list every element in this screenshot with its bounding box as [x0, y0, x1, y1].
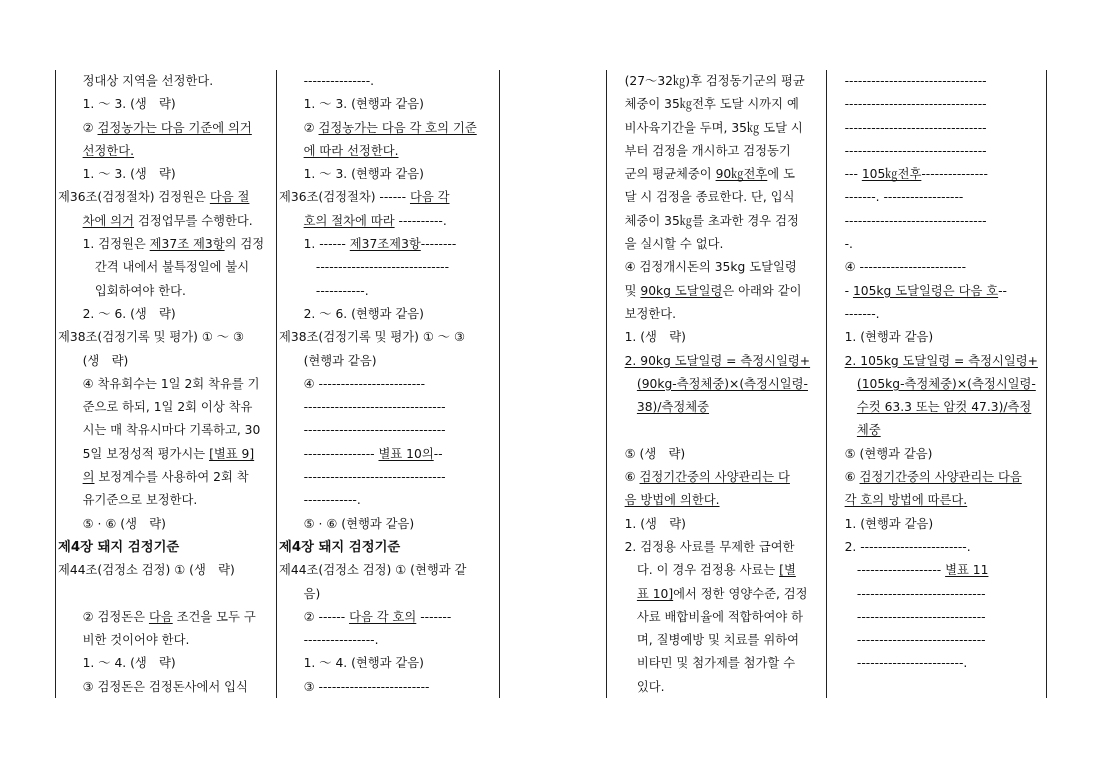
line-text: 2. ～ 6. (현행과 같음): [279, 306, 424, 321]
underlined-text: (105kg-측정체중)×(측정시일령-: [856, 376, 1036, 391]
text-line: [58, 466, 274, 489]
text-line: [820, 303, 1048, 326]
underlined-text: 38)/측정체중: [636, 400, 710, 415]
line-text: 비타민 및 첨가제를 첨가할 수: [600, 656, 796, 671]
line-text: [58, 214, 83, 228]
text-line: [600, 652, 824, 675]
text-line: [279, 583, 497, 606]
underlined-text: 별표 11: [945, 563, 989, 578]
line-text: (27～32㎏)후 검정동기군의 평균: [600, 74, 805, 88]
text-line: [600, 256, 824, 279]
line-text: 사료 배합비율에 적합하여야 하: [600, 609, 804, 624]
line-text: -----------.: [279, 283, 369, 298]
underlined-text: 선정한다.: [82, 143, 135, 158]
text-line: [279, 117, 497, 140]
line-text: --------------------------------: [279, 423, 446, 438]
line-text: 제36조(검정절차) 검정원은: [58, 190, 210, 205]
text-line: [58, 676, 274, 699]
text-line: [279, 210, 497, 233]
line-text: [58, 144, 83, 158]
line-text: ②: [58, 120, 98, 135]
underlined-text: [별: [779, 563, 796, 578]
line-text: --------------------------------: [820, 213, 987, 228]
text-line: [600, 443, 824, 466]
line-text: [820, 493, 845, 507]
line-text: 2. ------------------------.: [820, 539, 971, 554]
line-text: 제38조(검정기록 및 평가) ① ～ ③: [58, 330, 245, 345]
line-text: 2. ～ 6. (생 략): [58, 306, 176, 321]
text-line: [600, 350, 824, 373]
text-line: [279, 396, 497, 419]
line-text: -------.: [820, 306, 880, 321]
line-text: --: [998, 283, 1007, 298]
underlined-text: 105kg 도달일령은 다음 호: [852, 283, 999, 298]
column-revised-rule-left: [279, 70, 497, 699]
text-line: [820, 186, 1048, 209]
text-line: [58, 489, 274, 512]
underlined-text: 검정기간중의 사양관리는 다음: [859, 470, 1022, 485]
line-text: 에 도: [767, 167, 795, 182]
text-line: [279, 93, 497, 116]
line-text: 체중이 35㎏를 초과한 경우 검정: [600, 213, 799, 228]
text-line: [600, 396, 824, 419]
line-text: ⑥: [820, 470, 860, 485]
text-line: [58, 629, 274, 652]
text-line: [600, 559, 824, 582]
line-text: 은 아래와 같이: [722, 283, 802, 298]
line-text: 및: [600, 283, 641, 298]
text-line: [279, 419, 497, 442]
line-text: ② 검정돈은: [58, 609, 149, 624]
underlined-text: 차에 의거: [82, 213, 135, 228]
line-text: --------------------------------: [820, 74, 987, 88]
text-line: [820, 373, 1048, 396]
text-line: [58, 350, 274, 373]
text-line: [600, 606, 824, 629]
line-text: -------------------: [820, 563, 946, 578]
line-text: --: [433, 446, 443, 461]
underlined-text: 2. 105kg 도달일령 = 측정시일령+: [844, 353, 1038, 368]
text-line: [820, 606, 1048, 629]
underlined-text: 각 호의 방법에 따른다.: [844, 493, 968, 508]
text-line: [600, 186, 824, 209]
text-line: [820, 280, 1048, 303]
text-line: [600, 70, 824, 93]
underlined-text: 검정농가는 다음 각 호의 기준: [318, 120, 477, 135]
text-line: [58, 233, 274, 256]
text-line: [600, 280, 824, 303]
line-text: [820, 377, 857, 391]
line-text: ⑤ · ⑥ (생 략): [58, 516, 166, 531]
line-text: [279, 144, 304, 158]
text-line: [279, 70, 497, 93]
line-text: 5일 보정성적 평가시는: [58, 446, 210, 461]
underlined-text: 수컷 63.3 또는 암컷 47.3)/측정: [856, 400, 1032, 415]
text-line: [820, 210, 1048, 233]
line-text: -: [820, 283, 853, 298]
text-line: [820, 140, 1048, 163]
text-line: [58, 373, 274, 396]
text-line: [600, 326, 824, 349]
text-line: [600, 583, 824, 606]
divider-left-middle: [276, 70, 277, 698]
line-text: 1. (현행과 같음): [820, 516, 934, 531]
line-text: 제44조(검정소 검정) ① (생 략): [58, 563, 235, 578]
line-text: 1. (생 략): [600, 330, 686, 345]
text-line: [279, 489, 497, 512]
line-text: [600, 400, 637, 414]
text-line: [58, 117, 274, 140]
text-line: [820, 326, 1048, 349]
text-line: [600, 210, 824, 233]
underlined-text: 검정농가는 다음 기준에 의거: [97, 120, 252, 135]
line-text: --------------------------------: [279, 400, 446, 415]
line-text: 음): [279, 586, 321, 601]
line-text: --------------------------------: [820, 143, 987, 158]
text-line: [279, 513, 497, 536]
line-text: ⑤ · ⑥ (현행과 같음): [279, 516, 415, 531]
underlined-text: 다음: [148, 609, 173, 624]
line-text: 을 실시할 수 없다.: [600, 237, 724, 252]
line-text: ---------------.: [279, 74, 375, 88]
line-text: 정대상 지역을 선정한다.: [58, 74, 214, 88]
line-text: (현행과 같음): [279, 353, 377, 368]
line-text: ④ 검정개시돈의 35kg 도달일령: [600, 260, 797, 275]
line-text: -------. ------------------: [820, 190, 964, 205]
line-text: [600, 587, 637, 601]
text-line: [279, 606, 497, 629]
line-text: 비사육기간을 두며, 35㎏ 도달 시: [600, 120, 803, 135]
text-line: [279, 652, 497, 675]
line-text: ⑤ (현행과 같음): [820, 446, 933, 461]
line-text: [600, 377, 637, 391]
text-line: [820, 396, 1048, 419]
text-line: [600, 303, 824, 326]
underlined-text: 90kg 도달일령: [640, 283, 723, 298]
line-text: [600, 493, 625, 507]
text-line: [58, 513, 274, 536]
text-line: [279, 676, 497, 699]
text-line: [279, 373, 497, 396]
text-line: [820, 350, 1048, 373]
underlined-text: 다음 각 호의: [349, 609, 417, 624]
underlined-text: 에 따라 선정한다.: [303, 143, 399, 158]
line-text: 보정한다.: [600, 306, 677, 321]
text-line: [58, 606, 274, 629]
line-text: 입회하여야 한다.: [58, 283, 186, 298]
text-line: [279, 350, 497, 373]
divider-right-inner: [1046, 70, 1047, 698]
underlined-text: 음 방법에 의한다.: [624, 493, 720, 508]
line-text: ----------------: [279, 446, 379, 461]
text-line: [820, 163, 1048, 186]
line-text: 1. (현행과 같음): [820, 330, 934, 345]
line-text: -----------------------------: [820, 633, 986, 648]
line-text: 간격 내에서 불특정일에 불시: [58, 260, 250, 275]
text-line: [279, 559, 497, 582]
text-line: [58, 186, 274, 209]
text-line: [279, 140, 497, 163]
text-line: [600, 489, 824, 512]
text-line: [58, 652, 274, 675]
line-text: [820, 423, 857, 437]
line-text: ----------.: [394, 213, 447, 228]
line-text: -.: [820, 237, 853, 252]
underlined-text: [별표 9]: [209, 446, 255, 461]
text-line: [279, 233, 497, 256]
line-text: 유기준으로 보정한다.: [58, 493, 198, 508]
text-line: [820, 536, 1048, 559]
line-text: 달 시 검정을 종료한다. 단, 입식: [600, 190, 795, 205]
text-line: [820, 466, 1048, 489]
text-line: [279, 629, 497, 652]
text-line: [58, 443, 274, 466]
text-line: [600, 536, 824, 559]
column-current-rule-left: [58, 70, 274, 699]
line-text: ------------.: [279, 493, 361, 508]
text-line: [58, 559, 274, 582]
line-text: 비한 것이어야 한다.: [58, 633, 190, 648]
text-line: [58, 140, 274, 163]
text-line: [58, 419, 274, 442]
text-line: [820, 513, 1048, 536]
line-text: ②: [279, 120, 319, 135]
underlined-text: 호의 절차에 따라: [303, 213, 395, 228]
line-text: 보정계수를 사용하여 2회 착: [94, 470, 249, 485]
underlined-text: 제37조 제3항: [149, 237, 225, 252]
line-text: (생 략): [58, 353, 129, 368]
underlined-text: 검정기간중의 사양관리는 다: [639, 470, 790, 485]
underlined-text: 제37조제3항: [349, 237, 421, 252]
line-text: 준으로 하되, 1일 2회 이상 착유: [58, 400, 253, 415]
chapter-heading: [58, 536, 274, 559]
line-text: ② ------: [279, 609, 350, 624]
line-text: 다. 이 경우 검정용 사료는: [600, 563, 780, 578]
text-line: [600, 676, 824, 699]
text-line: [600, 140, 824, 163]
underlined-text: 별표 10의: [378, 446, 434, 461]
line-text: ④ 착유회수는 1일 2회 착유를 기: [58, 376, 260, 391]
underlined-text: 105㎏전후: [861, 167, 922, 182]
line-text: -----------------------------: [820, 609, 986, 624]
line-text: [58, 470, 83, 484]
underlined-text: 다음 절: [209, 190, 250, 205]
line-text: 2. 검정용 사료를 무제한 급여한: [600, 539, 795, 554]
text-line: [279, 303, 497, 326]
underlined-text: 체중: [856, 423, 881, 438]
line-text: 1. ～ 4. (생 략): [58, 656, 176, 671]
line-text: 제4장 돼지 검정기준: [279, 539, 401, 555]
line-text: 검정업무를 수행한다.: [134, 213, 253, 228]
line-text: 제44조(검정소 검정) ① (현행과 같: [279, 563, 467, 578]
line-text: ③ 검정돈은 검정돈사에서 입식: [58, 679, 248, 694]
text-line: [58, 303, 274, 326]
text-line: [58, 583, 274, 606]
line-text: 1. 검정원은: [58, 237, 150, 252]
text-line: [600, 233, 824, 256]
line-text: 조건을 모두 구: [172, 609, 256, 624]
text-line: [820, 256, 1048, 279]
text-line: [58, 163, 274, 186]
line-text: 1. ～ 3. (현행과 같음): [279, 97, 424, 112]
line-text: 1. ------: [279, 237, 350, 252]
text-line: [600, 466, 824, 489]
line-text: [279, 214, 304, 228]
column-current-rule-right: [600, 70, 824, 699]
line-text: 의 검정: [224, 237, 265, 252]
line-text: 군의 평균체중이: [600, 167, 716, 182]
text-line: [58, 70, 274, 93]
underlined-text: 표 10]: [636, 586, 674, 601]
line-text: --------: [420, 237, 457, 252]
text-line: [600, 629, 824, 652]
text-line: [600, 373, 824, 396]
text-line: [58, 396, 274, 419]
text-line: [600, 163, 824, 186]
line-text: ④ ------------------------: [820, 260, 967, 275]
line-text: 체중이 35㎏전후 도달 시까지 예: [600, 97, 799, 112]
text-line: [279, 326, 497, 349]
line-text: [820, 354, 845, 368]
text-line: [58, 256, 274, 279]
line-text: ------------------------------: [279, 260, 450, 275]
line-text: [820, 400, 857, 414]
line-text: ④ ------------------------: [279, 376, 426, 391]
underlined-text: 2. 90kg 도달일령 = 측정시일령+: [624, 353, 811, 368]
text-line: [820, 233, 1048, 256]
line-text: ⑤ (생 략): [600, 446, 686, 461]
line-text: 있다.: [600, 679, 665, 694]
text-line: [58, 326, 274, 349]
line-text: --------------------------------: [279, 470, 446, 485]
line-text: -------: [416, 609, 452, 624]
line-text: [600, 354, 625, 368]
text-line: [820, 559, 1048, 582]
line-text: 시는 매 착유시마다 기록하고, 30: [58, 423, 261, 438]
line-text: 제36조(검정절차) ------: [279, 190, 410, 205]
line-text: 제38조(검정기록 및 평가) ① ～ ③: [279, 330, 466, 345]
line-text: ---: [820, 167, 862, 182]
text-line: [58, 280, 274, 303]
text-line: [820, 489, 1048, 512]
line-text: 1. ～ 3. (현행과 같음): [279, 167, 424, 182]
text-line: [600, 93, 824, 116]
text-line: [820, 652, 1048, 675]
text-line: [820, 583, 1048, 606]
line-text: ----------------.: [279, 633, 379, 648]
line-text: 1. ～ 4. (현행과 같음): [279, 656, 424, 671]
divider-left-inner: [499, 70, 500, 698]
line-text: ---------------: [921, 167, 988, 182]
text-line: [820, 443, 1048, 466]
line-text: --------------------------------: [820, 120, 987, 135]
text-line: [58, 210, 274, 233]
line-text: 1. ～ 3. (생 략): [58, 167, 176, 182]
text-line: [820, 93, 1048, 116]
line-text: 1. (생 략): [600, 516, 686, 531]
line-text: 1. ～ 3. (생 략): [58, 97, 176, 112]
underlined-text: 다음 각: [409, 190, 450, 205]
underlined-text: (90kg-측정체중)×(측정시일령-: [636, 376, 808, 391]
line-text: ------------------------.: [820, 656, 968, 671]
column-revised-rule-right: [820, 70, 1048, 676]
underlined-text: 90㎏전후: [715, 167, 768, 182]
text-line: [279, 466, 497, 489]
text-line: [600, 419, 824, 442]
text-line: [279, 186, 497, 209]
line-text: 며, 질병예방 및 치료를 위하여: [600, 633, 799, 648]
text-line: [600, 513, 824, 536]
text-line: [279, 280, 497, 303]
line-text: 제4장 돼지 검정기준: [58, 539, 180, 555]
text-line: [58, 93, 274, 116]
text-line: [279, 443, 497, 466]
line-text: 부터 검정을 개시하고 검정동기: [600, 143, 791, 158]
line-text: -----------------------------: [820, 586, 986, 601]
line-text: --------------------------------: [820, 97, 987, 112]
text-line: [279, 256, 497, 279]
text-line: [600, 117, 824, 140]
text-line: [820, 629, 1048, 652]
chapter-heading: [279, 536, 497, 559]
line-text: ③ -------------------------: [279, 679, 430, 694]
divider-left-outer: [55, 70, 56, 698]
line-text: ⑥: [600, 470, 640, 485]
text-line: [279, 163, 497, 186]
underlined-text: 의: [82, 470, 95, 485]
text-line: [820, 70, 1048, 93]
text-line: [820, 419, 1048, 442]
text-line: [820, 117, 1048, 140]
line-text: 에서 정한 영양수준, 검정: [673, 586, 808, 601]
